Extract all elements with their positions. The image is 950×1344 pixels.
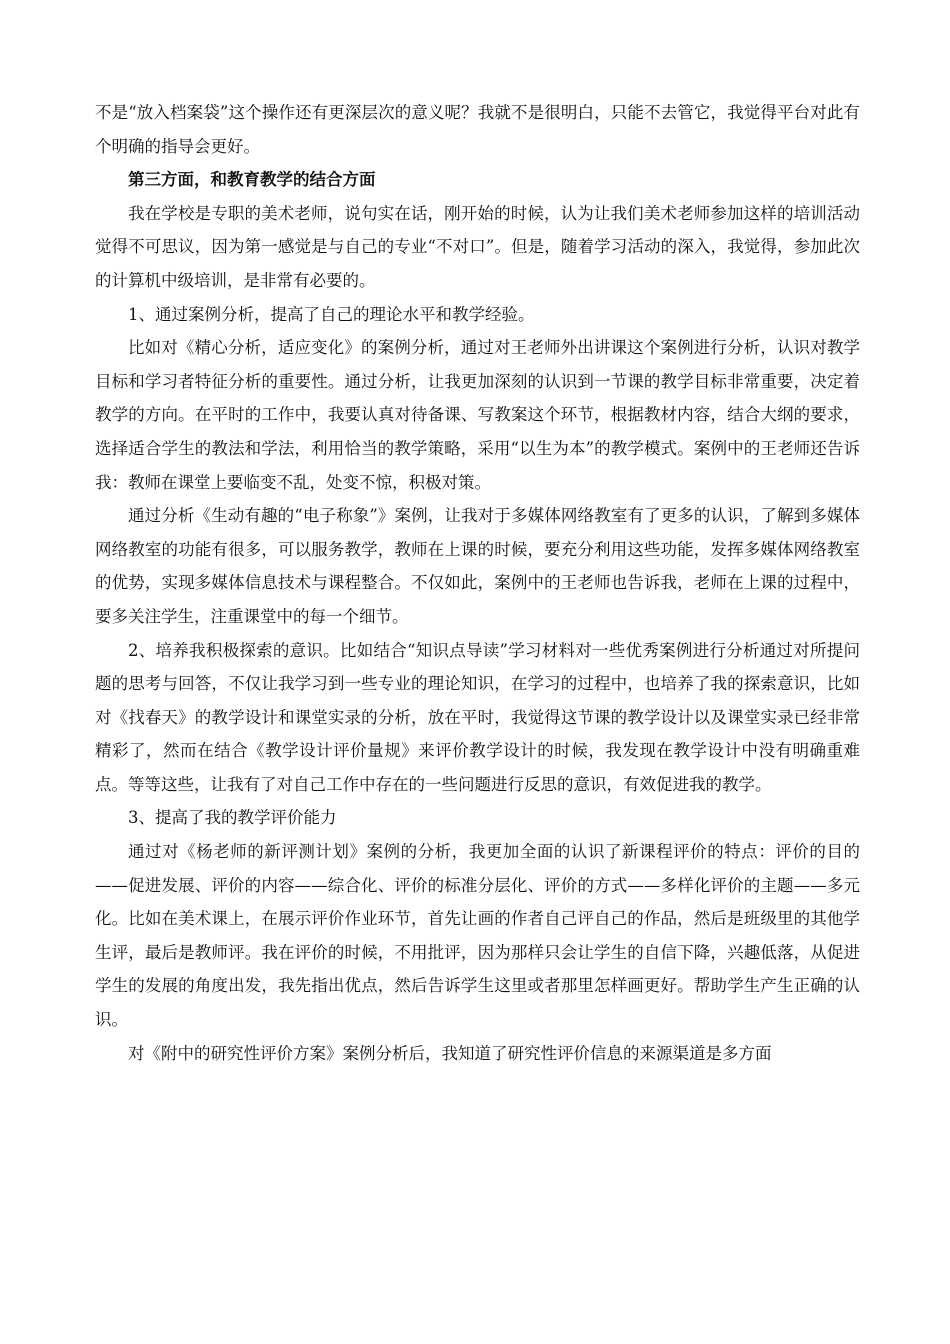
section-heading-third-aspect: 第三方面，和教育教学的结合方面: [128, 170, 376, 190]
paragraph-research-evaluation: 对《附中的研究性评价方案》案例分析后，我知道了研究性评价信息的来源渠道是多方面: [128, 1043, 772, 1063]
paragraph-case-analysis-2: 通过分析《生动有趣的“电子称象”》案例，让我对于多媒体网络教室有了更多的认识，了解到多媒体网络教室的功能有很多，可以服务教学，教师在上课的时候，要充分利用这些功能，发挥多媒体网络教室的优势，实现多媒体信息技术与课程整合。不仅如此，案例中的王老师也告诉我，老师在上课的过程中，要多关注学生，注重课堂中的每一个细节。: [95, 506, 860, 626]
paragraph-continuation: 不是“放入档案袋”这个操作还有更深层次的意义呢？我就不是很明白，只能不去管它，我觉得平台对此有个明确的指导会更好。: [95, 103, 860, 156]
document-body: [95, 96, 860, 1070]
paragraph-evaluation: 通过对《杨老师的新评测计划》案例的分析，我更加全面的认识了新课程评价的特点：评价的目的——促进发展、评价的内容——综合化、评价的标准分层化、评价的方式——多样化评价的主题——多元化。比如在美术课上，在展示评价作业环节，首先让画的作者自己评自己的作品，然后是班级里的其他学生评，最后是教师评。我在评价的时候，不用批评，因为那样只会让学生的自信下降，兴趣低落，从促进学生的发展的角度出发，我先指出优点，然后告诉学生这里或者那里怎样画更好。帮助学生产生正确的认识。: [95, 842, 860, 1030]
paragraph-case-analysis-1: 比如对《精心分析，适应变化》的案例分析，通过对王老师外出讲课这个案例进行分析，认识对教学目标和学习者特征分析的重要性。通过分析，让我更加深刻的认识到一节课的教学目标非常重要，决定着教学的方向。在平时的工作中，我要认真对待备课、写教案这个环节，根据教材内容，结合大纲的要求，选择适合学生的教法和学法，利用恰当的教学策略，采用“以生为本”的教学模式。案例中的王老师还告诉我：教师在课堂上要临变不乱，处变不惊，积极对策。: [95, 338, 860, 492]
point-3-heading: 3、提高了我的教学评价能力: [128, 808, 337, 828]
point-1-heading: 1、通过案例分析，提高了自己的理论水平和教学经验。: [128, 304, 535, 324]
paragraph-point-2: 2、培养我积极探索的意识。比如结合“知识点导读”学习材料对一些优秀案例进行分析通过对所提问题的思考与回答，不仅让我学习到一些专业的理论知识，在学习的过程中，也培养了我的探索意识，比如对《找春天》的教学设计和课堂实录的分析，放在平时，我觉得这节课的教学设计以及课堂实录已经非常精彩了，然而在结合《教学设计评价量规》来评价教学设计的时候，我发现在教学设计中没有明确重难点。等等这些，让我有了对自己工作中存在的一些问题进行反思的意识，有效促进我的教学。: [95, 640, 860, 794]
paragraph-intro: 我在学校是专职的美术老师，说句实在话，刚开始的时候，认为让我们美术老师参加这样的培训活动觉得不可思议，因为第一感觉是与自己的专业“不对口”。但是，随着学习活动的深入，我觉得，参加此次的计算机中级培训，是非常有必要的。: [95, 203, 860, 290]
